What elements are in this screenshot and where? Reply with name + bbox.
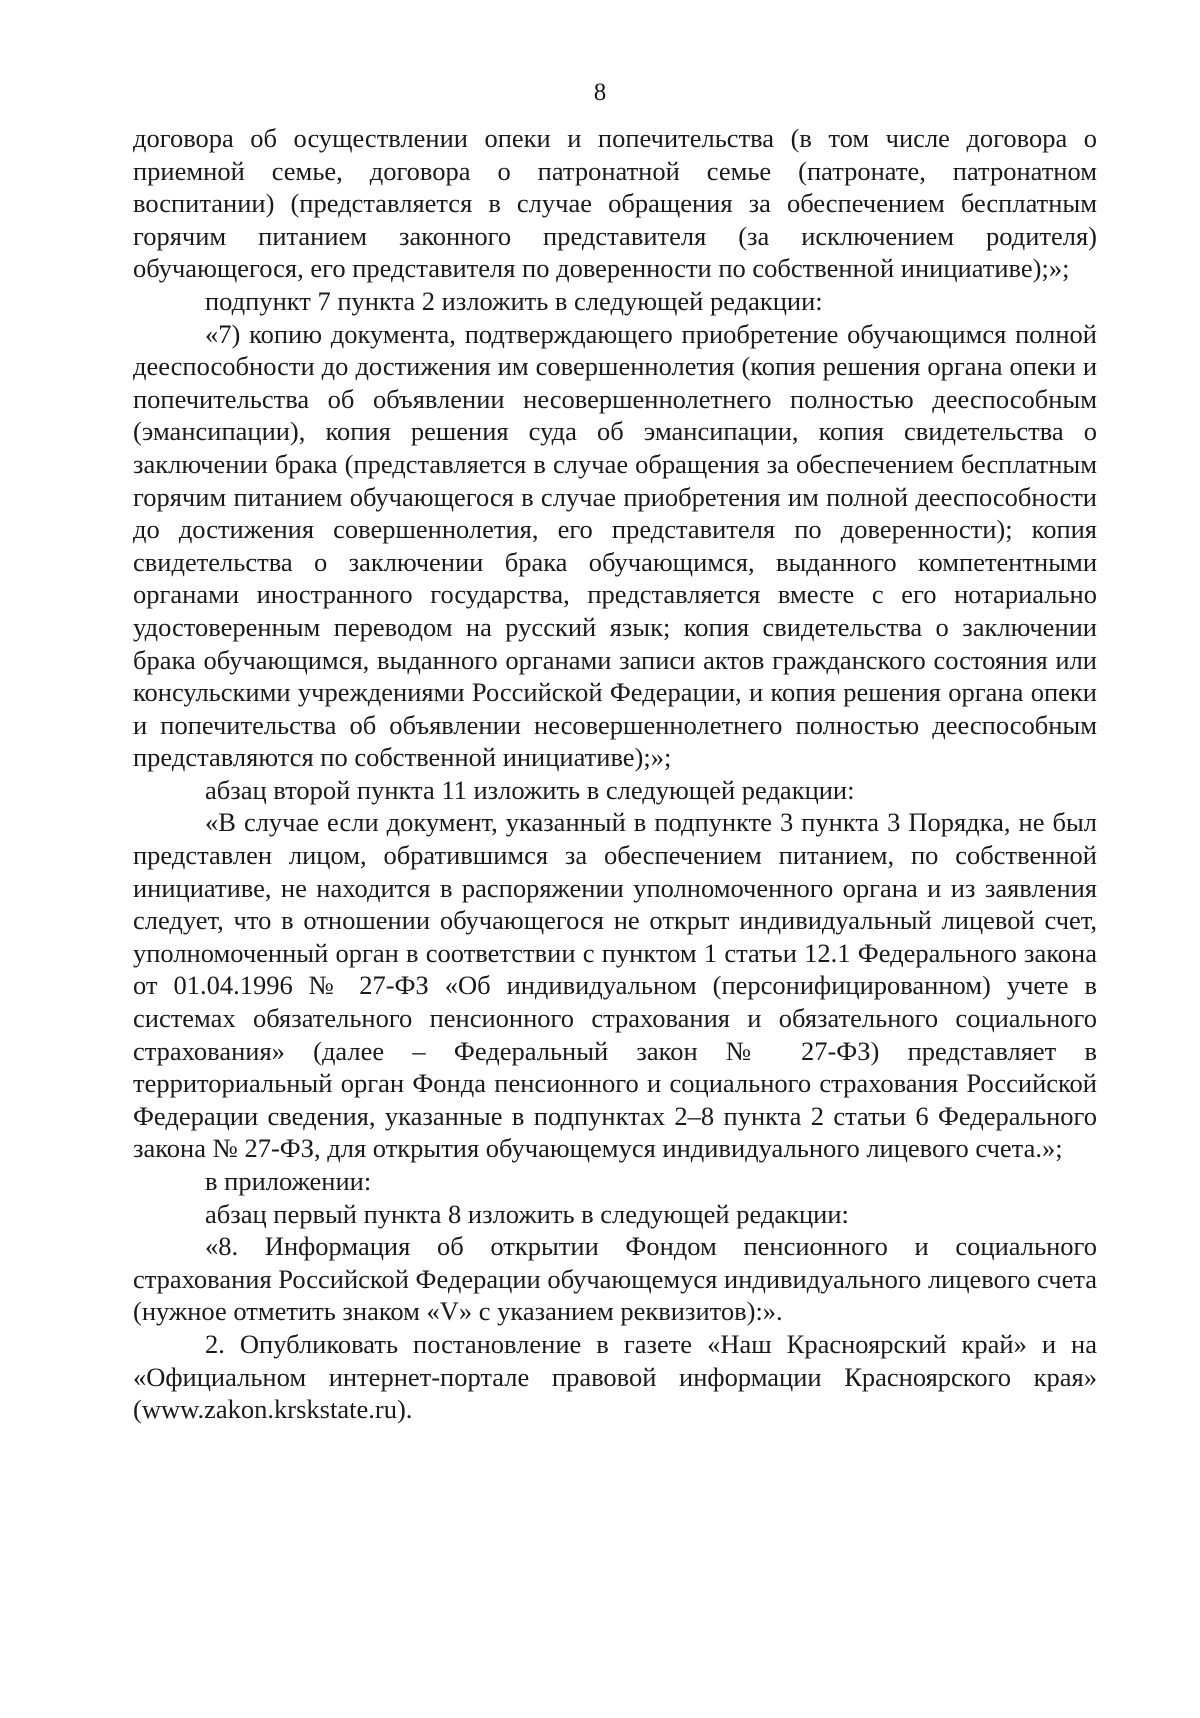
page-number: 8 (593, 79, 607, 106)
paragraph-point-8-text: «8. Информация об открытии Фондом пенсионного и социального страхования Российской Федерации обучающемуся индивидуального лицевого счета (нужное отметить знаком «V» с указанием реквизитов):». (133, 1231, 1097, 1327)
document-body (133, 122, 1097, 1426)
paragraph-point-11-intro: абзац второй пункта 11 изложить в следующей редакции: (205, 774, 855, 805)
paragraph-point-11-text: «В случае если документ, указанный в подпункте 3 пункта 3 Порядка, не был представлен лицом, обратившимся за обеспечением питанием, по собственной инициативе, не находится в распоряжении уполномоченного органа и из заявления следует, что в отношении обучающегося не открыт индивидуальный лицевой счет, уполномоченный орган в соответствии с пунктом 1 статьи 12.1 Федерального закона от 01.04.1996 № 27-ФЗ «Об индивидуальном (персонифицированном) учете в системах обязательного пенсионного страхования и обязательного социального страхования» (далее – Федеральный закон № 27-ФЗ) представляет в территориальный орган Фонда пенсионного и социального страхования Российской Федерации сведения, указанные в подпунктах 2–8 пункта 2 статьи 6 Федерального закона № 27-ФЗ, для открытия обучающемуся индивидуального лицевого счета.»; (133, 807, 1097, 1164)
paragraph-subpoint-7-intro: подпункт 7 пункта 2 изложить в следующей редакции: (205, 285, 823, 316)
paragraph-point-8-intro: абзац первый пункта 8 изложить в следующей редакции: (205, 1198, 849, 1229)
paragraph-publication: 2. Опубликовать постановление в газете «Наш Красноярский край» и на «Официальном интернет-портале правовой информации Красноярского края» (www.zakon.krskstate.ru). (133, 1328, 1097, 1425)
paragraph-subpoint-7-text: «7) копию документа, подтверждающего приобретение обучающимся полной дееспособности до достижения им совершеннолетия (копия решения органа опеки и попечительства об объявлении несовершеннолетнего полностью дееспособным (эмансипации), копия решения суда об эмансипации, копия свидетельства о заключении брака (представляется в случае обращения за обеспечением бесплатным горячим питанием обучающегося в случае приобретения им полной дееспособности до достижения совершеннолетия, его представителя по доверенности); копия свидетельства о заключении брака обучающимся, выданного компетентными органами иностранного государства, представляется вместе с его нотариально удостоверенным переводом на русский язык; копия свидетельства о заключении брака обучающимся, выданного органами записи актов гражданского состояния или консульскими учреждениями Российской Федерации, и копия решения органа опеки и попечительства об объявлении несовершеннолетнего полностью дееспособным представляются по собственной инициативе);»; (133, 318, 1097, 773)
paragraph-appendix-intro: в приложении: (205, 1166, 372, 1196)
paragraph-contract-continuation: договора об осуществлении опеки и попечительства (в том числе договора о приемной семье, договора о патронатной семье (патронате, патронатном воспитании) (представляется в случае обращения за обеспечением бесплатным горячим питанием законного представителя (за исключением родителя) обучающегося, его представителя по доверенности по собственной инициативе);»; (133, 123, 1097, 284)
